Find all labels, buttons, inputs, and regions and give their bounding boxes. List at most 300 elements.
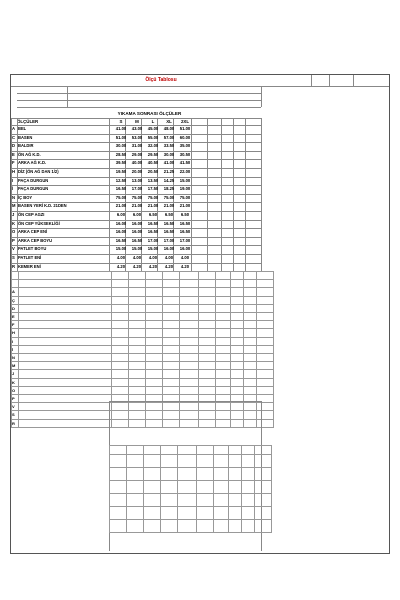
blank-cell (216, 312, 231, 320)
info-divider (67, 86, 68, 107)
blank-cell (112, 296, 129, 304)
measurement-value: 16.50 (147, 220, 159, 226)
row-label: PATLET ENİ (18, 255, 42, 260)
measurement-value: 16.50 (163, 229, 175, 235)
blank-cell (129, 296, 146, 304)
blank-cell (180, 329, 199, 337)
blank-cell (214, 481, 229, 494)
row-label: ARKA CEP BOYU (18, 237, 53, 243)
blank-cell (112, 386, 129, 394)
blank-cell (180, 378, 199, 386)
measurement-value: 6.50 (148, 212, 158, 217)
blank-cell (19, 411, 112, 419)
blank-cell (231, 386, 244, 394)
row-label: ÖN CEP AGZI (18, 212, 45, 217)
measurement-value: 29.00 (131, 151, 143, 157)
blank-cell (229, 468, 242, 481)
blank-cell (216, 337, 231, 345)
blank-cell (231, 337, 244, 345)
section-title: YIKAMA SONRASI ÖLÇÜLER (117, 111, 182, 116)
row-label: PATLET BOYU (18, 246, 47, 252)
blank-cell (110, 507, 127, 520)
row-letter: I (12, 177, 14, 183)
measurement-value: 40.00 (131, 160, 143, 166)
blank-cell (257, 354, 274, 362)
row-letter: A (12, 126, 16, 131)
blank-cell (110, 494, 127, 507)
blank-cell (112, 272, 129, 280)
size-header-l: L (151, 119, 155, 124)
blank-cell (112, 321, 129, 329)
bottom-grid-table (109, 445, 272, 533)
blank-cell (146, 403, 163, 411)
blank-cell (19, 337, 112, 345)
measurement-value: 16.50 (115, 237, 127, 243)
row-label: ÖN AĞ K.D. (18, 151, 41, 157)
blank-cell (197, 520, 214, 533)
blank-cell (257, 329, 274, 337)
blank-cell (163, 345, 180, 353)
blank-cell (255, 446, 272, 455)
blank-cell (244, 321, 257, 329)
blank-cell (146, 354, 163, 362)
blank-cell (129, 419, 146, 427)
lower-row-letter: O (12, 386, 19, 394)
blank-cell (144, 494, 161, 507)
blank-cell (199, 321, 216, 329)
blank-cell (244, 312, 257, 320)
blank-cell (129, 378, 146, 386)
measurement-value: 4.00 (116, 255, 126, 260)
measurement-value: 17.00 (179, 237, 191, 243)
blank-cell (127, 455, 144, 468)
blank-cell (244, 370, 257, 378)
col-line (233, 118, 234, 271)
blank-cell (161, 468, 178, 481)
blank-cell (19, 321, 112, 329)
blank-cell (244, 378, 257, 386)
blank-cell (112, 345, 129, 353)
row-letter: S (12, 255, 15, 260)
blank-cell (180, 411, 199, 419)
blank-cell (112, 403, 129, 411)
blank-cell (257, 288, 274, 296)
blank-cell (110, 520, 127, 533)
blank-cell (129, 312, 146, 320)
blank-cell (216, 370, 231, 378)
blank-cell (180, 337, 199, 345)
measurement-value: 16.00 (131, 229, 143, 235)
measurement-value: 18.25 (163, 186, 175, 192)
blank-cell (178, 446, 197, 455)
blank-cell (19, 329, 112, 337)
blank-cell (129, 362, 146, 370)
blank-cell (216, 280, 231, 288)
blank-cell (129, 329, 146, 337)
measurement-value: 48.00 (163, 126, 175, 131)
blank-cell (180, 280, 199, 288)
size-header-xl: XL (166, 119, 172, 124)
blank-cell (180, 288, 199, 296)
measurement-value: 31.00 (131, 143, 143, 149)
blank-cell (146, 378, 163, 386)
row-label: ARKA CEP ENİ (18, 229, 48, 235)
blank-cell (216, 321, 231, 329)
measurement-value: 4.00 (132, 255, 142, 260)
blank-cell (257, 345, 274, 353)
measurement-value: 4.00 (180, 255, 190, 260)
blank-cell (112, 304, 129, 312)
blank-cell (244, 296, 257, 304)
measurement-value: 60.00 (179, 134, 191, 140)
blank-cell (199, 312, 216, 320)
blank-cell (163, 329, 180, 337)
size-header-m: M (135, 119, 139, 124)
row-label: ARKA AĞ K.D. (18, 160, 47, 166)
blank-cell (199, 419, 216, 427)
measurement-value: 16.00 (163, 246, 175, 252)
blank-cell (257, 370, 274, 378)
blank-cell (257, 296, 274, 304)
measurement-value: 75.00 (179, 194, 191, 200)
measurement-value: 30.00 (163, 151, 175, 157)
blank-cell (144, 455, 161, 468)
blank-cell (146, 280, 163, 288)
row-letter: İ (12, 186, 14, 192)
measurement-value: 28.50 (115, 151, 127, 157)
row-letter: M (12, 203, 16, 209)
lower-row-letter: K (12, 378, 19, 386)
blank-cell (110, 481, 127, 494)
blank-cell (199, 411, 216, 419)
lower-row-letter: M (12, 362, 19, 370)
blank-cell (244, 411, 257, 419)
blank-cell (199, 329, 216, 337)
measurement-value: 13.00 (131, 177, 143, 183)
blank-cell (112, 411, 129, 419)
measurement-value: 40.50 (147, 160, 159, 166)
blank-cell (255, 507, 272, 520)
blank-cell (110, 468, 127, 481)
blank-cell (144, 507, 161, 520)
measurement-value: 16.00 (115, 220, 127, 226)
blank-cell (129, 280, 146, 288)
col-line (261, 118, 262, 271)
blank-cell (19, 370, 112, 378)
blank-cell (127, 520, 144, 533)
lower-row-letter: V (12, 403, 19, 411)
measurement-value: 29.50 (147, 151, 159, 157)
blank-cell (242, 520, 255, 533)
blank-cell (216, 419, 231, 427)
blank-cell (197, 481, 214, 494)
blank-cell (178, 494, 197, 507)
blank-cell (229, 455, 242, 468)
blank-cell (163, 280, 180, 288)
lower-row-letter: S (12, 411, 19, 419)
blank-cell (244, 386, 257, 394)
blank-cell (229, 446, 242, 455)
measurement-value: 22.00 (179, 169, 191, 174)
blank-cell (244, 337, 257, 345)
measurement-value: 16.50 (179, 229, 191, 235)
blank-cell (257, 272, 274, 280)
blank-cell (257, 378, 274, 386)
blank-cell (146, 321, 163, 329)
measurement-value: 16.50 (147, 229, 159, 235)
blank-cell (180, 272, 199, 280)
blank-cell (19, 272, 112, 280)
lower-row-letter: İ (12, 345, 19, 353)
blank-cell (146, 370, 163, 378)
blank-cell (231, 403, 244, 411)
blank-cell (129, 288, 146, 296)
lower-row-letter: Ç (12, 296, 19, 304)
blank-cell (146, 345, 163, 353)
blank-cell (144, 446, 161, 455)
blank-cell (112, 280, 129, 288)
blank-cell (161, 520, 178, 533)
row-line (11, 118, 261, 119)
measurement-value: 39.50 (115, 160, 127, 166)
lower-row-letter: J (12, 370, 19, 378)
measurement-value: 16.00 (131, 220, 143, 226)
info-line (17, 93, 261, 94)
col-line (109, 118, 110, 271)
blank-cell (257, 280, 274, 288)
blank-cell (199, 378, 216, 386)
blank-cell (244, 419, 257, 427)
blank-cell (180, 354, 199, 362)
blank-cell (257, 386, 274, 394)
info-divider (261, 86, 262, 107)
blank-cell (216, 403, 231, 411)
blank-cell (19, 362, 112, 370)
blank-cell (110, 455, 127, 468)
measurement-value: 41.00 (115, 126, 127, 131)
measurement-value: 75.00 (115, 194, 127, 200)
row-letter: E (12, 151, 15, 157)
blank-cell (161, 455, 178, 468)
blank-cell (163, 304, 180, 312)
row-letter: R (12, 263, 16, 269)
blank-cell (19, 386, 112, 394)
blank-cell (112, 354, 129, 362)
blank-cell (146, 304, 163, 312)
blank-cell (163, 272, 180, 280)
measurement-value: 15.00 (179, 177, 191, 183)
blank-cell (129, 386, 146, 394)
row-label: BASEN YERİ K.D. 21DEN (18, 203, 67, 209)
blank-cell (112, 419, 129, 427)
measurement-value: 17.00 (131, 186, 143, 192)
measurement-value: 32.00 (147, 143, 159, 149)
blank-cell (180, 419, 199, 427)
row-label: BEL (18, 126, 27, 131)
blank-cell (255, 455, 272, 468)
measurement-value: 6.00 (116, 212, 126, 217)
blank-cell (214, 455, 229, 468)
measurement-value: 57.00 (163, 134, 175, 140)
blank-cell (127, 507, 144, 520)
blank-cell (242, 494, 255, 507)
header-cell-divider (353, 75, 354, 86)
blank-cell (231, 419, 244, 427)
blank-cell (231, 411, 244, 419)
blank-cell (255, 481, 272, 494)
blank-cell (19, 304, 112, 312)
blank-cell (12, 272, 19, 280)
blank-cell (144, 481, 161, 494)
blank-cell (180, 312, 199, 320)
measurement-value: 21.00 (163, 203, 175, 209)
lower-row-letter: P (12, 395, 19, 403)
blank-cell (229, 520, 242, 533)
row-label: İÇ BOY (18, 194, 33, 200)
blank-cell (129, 411, 146, 419)
blank-cell (146, 312, 163, 320)
blank-cell (146, 411, 163, 419)
blank-cell (216, 329, 231, 337)
measurement-value: 21.00 (147, 203, 159, 209)
measurement-value: 75.00 (147, 194, 159, 200)
row-label: PAÇA DURGUN (18, 186, 49, 192)
blank-cell (199, 362, 216, 370)
col-line (207, 118, 208, 271)
blank-cell (257, 337, 274, 345)
blank-cell (199, 354, 216, 362)
row-letter: H (12, 169, 16, 174)
measurement-value: 16.50 (179, 220, 191, 226)
measurement-value: 4.00 (148, 255, 158, 260)
blank-cell (199, 280, 216, 288)
blank-cell (163, 411, 180, 419)
blank-cell (255, 520, 272, 533)
measurement-value: 30.50 (179, 151, 191, 157)
info-line (17, 107, 261, 108)
row-label: PAÇA DURGUN (18, 177, 49, 183)
blank-cell (242, 507, 255, 520)
bottom-frame-line (109, 401, 261, 402)
blank-cell (129, 370, 146, 378)
blank-cell (197, 455, 214, 468)
measurement-value: 16.50 (163, 220, 175, 226)
blank-cell (19, 419, 112, 427)
blank-cell (19, 296, 112, 304)
blank-cell (244, 280, 257, 288)
blank-cell (216, 304, 231, 312)
measurement-value: 20.00 (131, 169, 143, 174)
measurement-value: 16.00 (179, 246, 191, 252)
blank-cell (231, 296, 244, 304)
measurement-value: 6.00 (132, 212, 142, 217)
blank-cell (242, 446, 255, 455)
row-letter: K (12, 220, 16, 226)
blank-cell (231, 272, 244, 280)
blank-cell (161, 507, 178, 520)
measurement-value: 75.00 (163, 194, 175, 200)
measurement-value: 51.00 (179, 126, 191, 131)
blank-cell (244, 329, 257, 337)
blank-cell (231, 329, 244, 337)
row-letter: O (12, 229, 16, 235)
blank-cell (19, 395, 112, 403)
blank-cell (216, 296, 231, 304)
blank-cell (199, 288, 216, 296)
blank-cell (163, 354, 180, 362)
blank-cell (112, 337, 129, 345)
blank-cell (129, 345, 146, 353)
blank-cell (146, 337, 163, 345)
lower-row-letter: N (12, 354, 19, 362)
lower-row-letter: D (12, 304, 19, 312)
blank-cell (127, 468, 144, 481)
blank-cell (112, 312, 129, 320)
blank-cell (257, 419, 274, 427)
blank-cell (180, 321, 199, 329)
blank-cell (244, 304, 257, 312)
blank-cell (214, 446, 229, 455)
blank-cell (129, 354, 146, 362)
blank-cell (163, 362, 180, 370)
header-cell-divider (329, 75, 330, 86)
measurement-value: 53.00 (131, 134, 143, 140)
blank-cell (257, 321, 274, 329)
row-letter: F (12, 160, 15, 166)
blank-cell (180, 386, 199, 394)
info-line (17, 100, 261, 101)
blank-cell (129, 403, 146, 411)
blank-cell (127, 446, 144, 455)
blank-cell (216, 272, 231, 280)
row-letter: N (12, 194, 16, 200)
blank-cell (199, 337, 216, 345)
measurement-value: 6.50 (164, 212, 174, 217)
measurement-value: 15.00 (147, 246, 159, 252)
measurement-value: 16.00 (115, 229, 127, 235)
blank-cell (231, 288, 244, 296)
measurement-value: 16.50 (115, 186, 127, 192)
blank-cell (112, 362, 129, 370)
blank-cell (214, 468, 229, 481)
blank-cell (244, 272, 257, 280)
measurement-value: 33.50 (163, 143, 175, 149)
blank-cell (163, 370, 180, 378)
blank-cell (163, 419, 180, 427)
blank-cell (19, 288, 112, 296)
lower-row-letter: A (12, 288, 19, 296)
row-label: KEMER ENİ (18, 263, 41, 269)
blank-cell (112, 288, 129, 296)
blank-cell (216, 362, 231, 370)
blank-cell (242, 468, 255, 481)
lower-row-letter: H (12, 329, 19, 337)
blank-cell (163, 386, 180, 394)
measurement-value: 15.00 (115, 246, 127, 252)
blank-cell (214, 520, 229, 533)
measurement-value: 30.00 (115, 143, 127, 149)
row-label: BASEN (18, 134, 33, 140)
measurement-value: 17.00 (147, 237, 159, 243)
blank-cell (255, 494, 272, 507)
col-line (245, 118, 246, 271)
measurement-value: 4.20 (148, 263, 158, 269)
blank-cell (197, 507, 214, 520)
measurement-value: 55.00 (147, 134, 159, 140)
blank-cell (199, 304, 216, 312)
blank-cell (163, 296, 180, 304)
blank-cell (199, 370, 216, 378)
